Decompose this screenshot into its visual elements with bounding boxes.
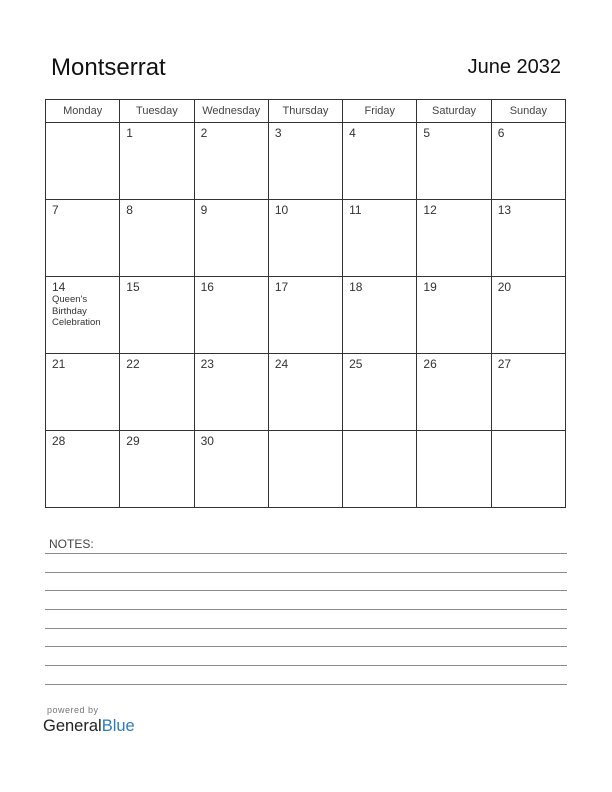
day-cell [343,431,417,508]
day-cell [194,431,268,508]
notes-line [45,665,567,666]
notes-line [45,572,567,573]
day-cell [268,277,342,354]
weekday-header: Friday [343,100,417,123]
notes-line [45,684,567,685]
notes-line [45,646,567,647]
day-number: 22 [126,357,140,371]
week-row [46,277,566,354]
day-cell [120,277,194,354]
day-number: 1 [126,126,133,140]
day-number: 13 [497,203,512,217]
day-cell [46,431,120,508]
day-number: 27 [497,357,512,371]
day-number [492,431,565,434]
day-number: 7 [52,203,59,217]
week-row [46,123,566,200]
day-number: 15 [126,280,140,294]
day-cell [491,123,565,200]
day-number [343,431,416,434]
day-number [46,123,119,126]
day-cell [46,277,120,354]
day-number: 25 [349,357,363,371]
day-number: 20 [497,280,512,294]
day-cell [417,123,491,200]
day-number: 12 [423,203,437,217]
day-cell [268,431,342,508]
notes-line [45,553,567,554]
brand-general-text: General [43,717,102,735]
day-number: 14 [52,280,66,294]
weekday-header: Monday [46,100,120,123]
day-number: 9 [200,203,208,217]
day-cell [268,354,342,431]
notes-label: NOTES: [49,537,94,551]
day-cell [46,123,120,200]
day-cell [194,123,268,200]
day-cell [417,200,491,277]
weekday-header: Tuesday [120,100,194,123]
weekday-header: Sunday [491,100,565,123]
day-number: 28 [52,434,66,448]
holiday-label: Birthday [52,305,87,317]
day-number: 21 [52,357,66,371]
calendar-grid [45,99,566,508]
day-number: 8 [126,203,133,217]
day-number [269,431,342,434]
notes-line [45,590,567,591]
brand-blue-text: Blue [101,717,135,735]
holiday-label: Queen's [52,294,88,305]
day-number: 10 [274,203,289,217]
day-number: 3 [274,126,282,140]
calendar-title: Montserrat [51,54,166,81]
weekday-header: Saturday [417,100,491,123]
weekday-header: Wednesday [194,100,268,123]
day-cell [343,123,417,200]
day-cell [268,123,342,200]
day-cell [491,200,565,277]
weekday-header-row [46,100,566,123]
day-number: 11 [349,203,362,217]
day-number: 30 [200,434,214,448]
week-row [46,431,566,508]
day-cell [268,200,342,277]
day-number: 24 [274,357,289,371]
day-cell [417,277,491,354]
day-cell [343,354,417,431]
day-number: 23 [200,357,214,371]
day-cell [491,431,565,508]
powered-by-text: powered by [47,705,99,715]
generalblue-logo [43,717,135,736]
day-cell [491,354,565,431]
holiday-label: Celebration [52,317,101,328]
day-number: 4 [349,126,356,140]
day-cell [46,354,120,431]
day-number: 2 [200,126,208,140]
day-number: 16 [200,280,214,294]
day-cell [417,431,491,508]
day-cell [343,277,417,354]
day-cell [491,277,565,354]
day-number: 19 [423,280,437,294]
day-number [417,431,490,434]
day-number: 6 [497,126,505,140]
day-cell [120,123,194,200]
day-number: 17 [274,280,289,294]
day-number: 29 [126,434,140,448]
day-cell [417,354,491,431]
day-number: 26 [423,357,437,371]
day-cell [120,354,194,431]
weekday-header: Thursday [268,100,342,123]
day-number: 5 [423,126,431,140]
day-number: 18 [349,280,363,294]
notes-line [45,628,567,629]
week-row [46,354,566,431]
notes-line [45,609,567,610]
day-cell [46,200,120,277]
week-row [46,200,566,277]
day-cell [194,200,268,277]
day-cell [194,277,268,354]
day-cell [343,200,417,277]
day-cell [120,431,194,508]
day-cell [194,354,268,431]
day-cell [120,200,194,277]
calendar-month: June 2032 [467,56,561,78]
